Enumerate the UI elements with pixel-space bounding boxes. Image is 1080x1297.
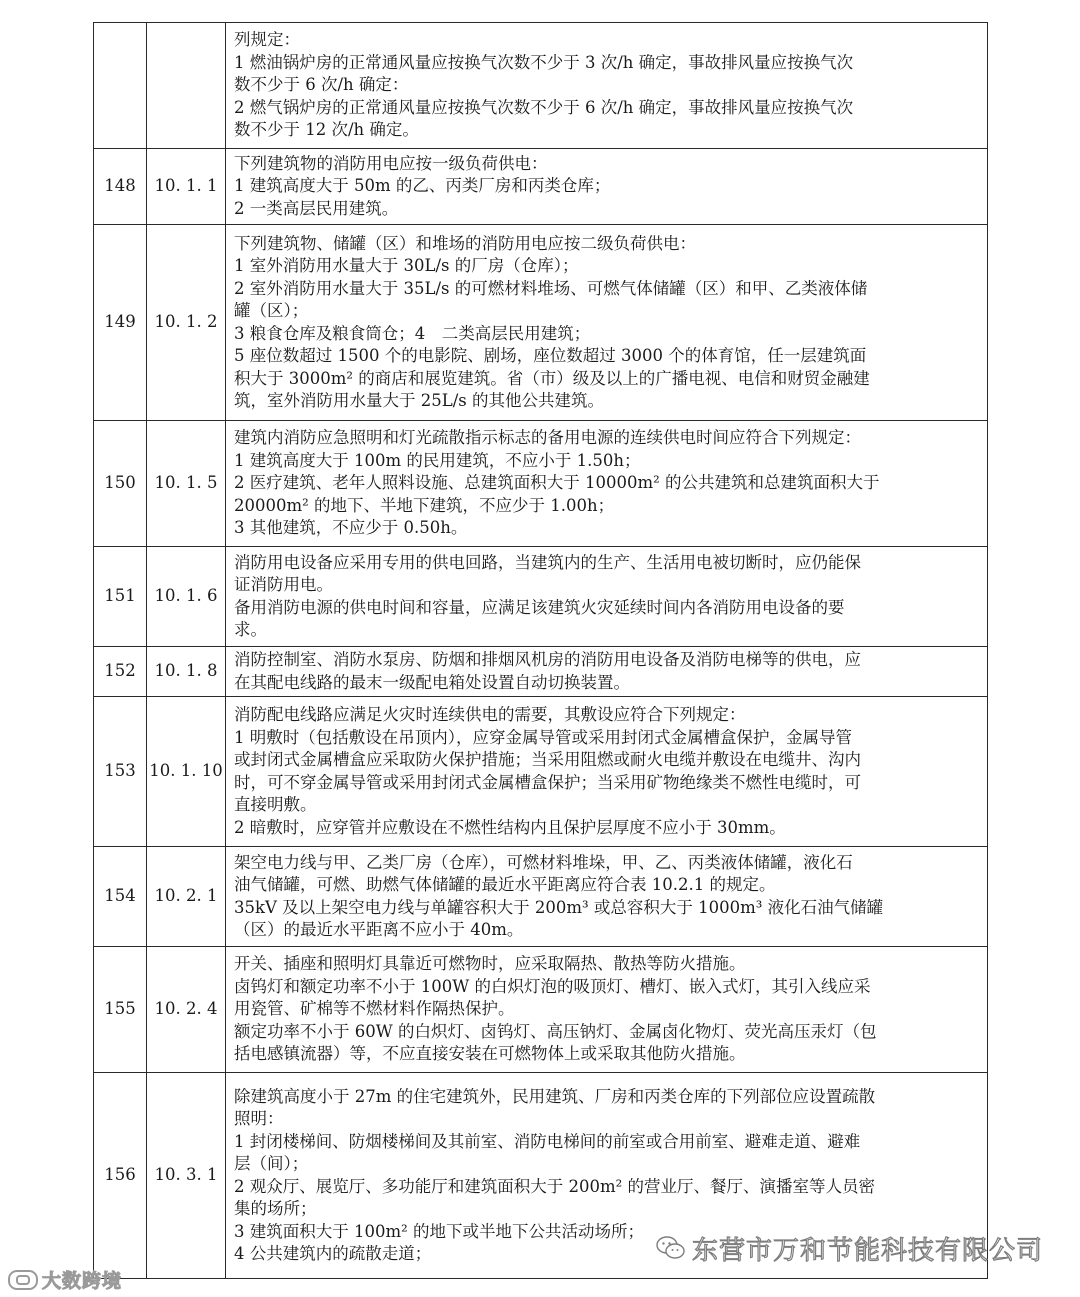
watermark-left (8, 1266, 122, 1293)
clause-text (226, 225, 988, 421)
table-row (94, 847, 988, 947)
clause-text-line: 1 燃油锅炉房的正常通风量应按换气次数不少于 3 次/h 确定，事故排风量应按换气次 (234, 52, 854, 72)
clause-text (226, 697, 988, 847)
clause-text (226, 149, 988, 225)
clause-text-line: （区）的最近水平距离不应小于 40m。 (234, 920, 524, 939)
clause-number: 10. 1. 8 (147, 647, 226, 697)
clause-text (226, 421, 988, 547)
clause-text-line: 括电感镇流器）等，不应直接安装在可燃物体上或采取其他防火措施。 (234, 1044, 746, 1064)
clause-text-line: 数不少于 6 次/h 确定： (234, 75, 409, 95)
clause-text-line: 2 医疗建筑、老年人照料设施、总建筑面积大于 10000m² 的公共建筑和总建筑面积大于 (234, 473, 880, 493)
table-row (94, 421, 988, 547)
wechat-icon (656, 1235, 686, 1261)
table-row (94, 225, 988, 421)
clause-text-line: 用瓷管、矿棉等不燃材料作隔热保护。 (234, 999, 515, 1019)
table-row (94, 697, 988, 847)
clause-text (226, 947, 988, 1073)
clause-text-line: 3 其他建筑，不应少于 0.50h。 (234, 518, 468, 538)
regulation-table (93, 22, 988, 1279)
clause-text-line: 4 公共建筑内的疏散走道； (234, 1244, 432, 1263)
table-row (94, 23, 988, 149)
clause-text-line: 2 观众厅、展览厅、多功能厅和建筑面积大于 200m² 的营业厅、餐厅、演播室等人员密 (234, 1176, 875, 1196)
clause-text-line: 备用消防电源的供电时间和容量，应满足该建筑火灾延续时间内各消防用电设备的要 (234, 597, 845, 617)
clause-text-line: 2 暗敷时，应穿管并应敷设在不燃性结构内且保护层厚度不应小于 30mm。 (234, 817, 786, 837)
clause-text-line: 层（间）； (234, 1154, 309, 1173)
row-number: 151 (94, 547, 147, 647)
row-number: 153 (94, 697, 147, 847)
clause-text (226, 547, 988, 647)
clause-number: 10. 1. 5 (147, 421, 226, 547)
clause-text-line: 2 燃气锅炉房的正常通风量应按换气次数不少于 6 次/h 确定，事故排风量应按换气次 (234, 97, 854, 117)
clause-text-line: 3 粮食仓库及粮食筒仓；4 二类高层民用建筑； (234, 323, 591, 343)
clause-number: 10. 1. 6 (147, 547, 226, 647)
clause-text-line: 2 一类高层民用建筑。 (234, 198, 399, 218)
clause-number: 10. 1. 2 (147, 225, 226, 421)
row-number: 148 (94, 149, 147, 225)
clause-text-line: 35kV 及以上架空电力线与单罐容积大于 200m³ 或总容积大于 1000m³ 液化石油气储罐 (234, 897, 884, 917)
clause-text-line: 下列建筑物、储罐（区）和堆场的消防用电应按二级负荷供电： (234, 233, 696, 253)
clause-text-line: 消防用电设备应采用专用的供电回路，当建筑内的生产、生活用电被切断时，应仍能保 (234, 552, 861, 572)
clause-text (226, 847, 988, 947)
clause-text-line: 3 建筑面积大于 100m² 的地下或半地下公共活动场所； (234, 1221, 644, 1241)
clause-text-line: 开关、插座和照明灯具靠近可燃物时，应采取隔热、散热等防火措施。 (234, 954, 746, 974)
clause-text-line: 2 室外消防用水量大于 35L/s 的可燃材料堆场、可燃气体储罐（区）和甲、乙类液体储 (234, 278, 868, 298)
row-number (94, 23, 147, 149)
clause-text-line: 油气储罐，可燃、助燃气体储罐的最近水平距离应符合表 10.2.1 的规定。 (234, 875, 776, 894)
clause-text-line: 时，可不穿金属导管或采用封闭式金属槽盒保护；当采用矿物绝缘类不燃性电缆时，可 (234, 772, 861, 792)
clause-text-line: 列规定： (234, 30, 300, 50)
clause-text-line: 额定功率不小于 60W 的白炽灯、卤钨灯、高压钠灯、金属卤化物灯、荧光高压汞灯（包 (234, 1021, 877, 1041)
clause-text-line: 1 建筑高度大于 50m 的乙、丙类厂房和丙类仓库； (234, 176, 611, 196)
clause-number (147, 23, 226, 149)
clause-text-line: 求。 (234, 620, 267, 639)
table-row (94, 947, 988, 1073)
watermark-left-text: 大数跨境 (42, 1270, 123, 1292)
clause-text-line: 1 建筑高度大于 100m 的民用建筑，不应小于 1.50h； (234, 450, 641, 470)
clause-text (226, 23, 988, 149)
clause-text-line: 除建筑高度小于 27m 的住宅建筑外，民用建筑、厂房和丙类仓库的下列部位应设置疏散 (234, 1086, 876, 1106)
clause-text-line: 集的场所； (234, 1199, 317, 1218)
clause-text-line: 20000m² 的地下、半地下建筑，不应少于 1.00h； (234, 495, 615, 515)
clause-text-line: 直接明敷。 (234, 795, 317, 814)
table-row (94, 647, 988, 697)
clause-text-line: 1 室外消防用水量大于 30L/s 的厂房（仓库）； (234, 256, 579, 275)
clause-text-line: 消防控制室、消防水泵房、防烟和排烟风机房的消防用电设备及消防电梯等的供电，应 (234, 650, 861, 669)
watermark-right-text: 东营市万和节能科技有限公司 (692, 1235, 1044, 1266)
row-number: 154 (94, 847, 147, 947)
table-row (94, 547, 988, 647)
row-number: 149 (94, 225, 147, 421)
clause-number: 10. 1. 10 (147, 697, 226, 847)
clause-number: 10. 2. 4 (147, 947, 226, 1073)
row-number: 150 (94, 421, 147, 547)
weibo-logo-icon (8, 1270, 38, 1290)
clause-number: 10. 1. 1 (147, 149, 226, 225)
clause-text-line: 照明： (234, 1109, 284, 1128)
clause-text-line: 在其配电线路的最末一级配电箱处设置自动切换装置。 (234, 672, 630, 692)
clause-text-line: 罐（区）； (234, 301, 309, 320)
row-number: 155 (94, 947, 147, 1073)
clause-text-line: 建筑内消防应急照明和灯光疏散指示标志的备用电源的连续供电时间应符合下列规定： (234, 428, 861, 448)
row-number: 156 (94, 1073, 147, 1279)
clause-text-line: 1 明敷时（包括敷设在吊顶内），应穿金属导管或采用封闭式金属槽盒保护，金属导管 (234, 727, 852, 747)
table-row (94, 149, 988, 225)
clause-text-line: 数不少于 12 次/h 确定。 (234, 120, 419, 140)
clause-text-line: 积大于 3000m² 的商店和展览建筑。省（市）级及以上的广播电视、电信和财贸金融建 (234, 368, 870, 388)
clause-number: 10. 2. 1 (147, 847, 226, 947)
clause-text-line: 下列建筑物的消防用电应按一级负荷供电： (234, 153, 548, 173)
clause-text-line: 5 座位数超过 1500 个的电影院、剧场，座位数超过 3000 个的体育馆，任一层建筑面 (234, 346, 867, 365)
row-number: 152 (94, 647, 147, 697)
clause-text-line: 卤钨灯和额定功率不小于 100W 的白炽灯泡的吸顶灯、槽灯、嵌入式灯，其引入线应采 (234, 976, 871, 996)
clause-text-line: 1 封闭楼梯间、防烟楼梯间及其前室、消防电梯间的前室或合用前室、避难走道、避难 (234, 1131, 861, 1151)
watermark-right (656, 1228, 1043, 1268)
clause-text-line: 架空电力线与甲、乙类厂房（仓库），可燃材料堆垛，甲、乙、丙类液体储罐，液化石 (234, 852, 853, 872)
regulation-table-body (94, 23, 988, 1279)
clause-text-line: 证消防用电。 (234, 575, 333, 594)
clause-text (226, 647, 988, 697)
clause-text-line: 筑，室外消防用水量大于 25L/s 的其他公共建筑。 (234, 391, 604, 410)
clause-text-line: 或封闭式金属槽盒应采取防火保护措施；当采用阻燃或耐火电缆并敷设在电缆井、沟内 (234, 750, 861, 769)
clause-number: 10. 3. 1 (147, 1073, 226, 1279)
clause-text-line: 消防配电线路应满足火灾时连续供电的需要，其敷设应符合下列规定： (234, 705, 746, 724)
